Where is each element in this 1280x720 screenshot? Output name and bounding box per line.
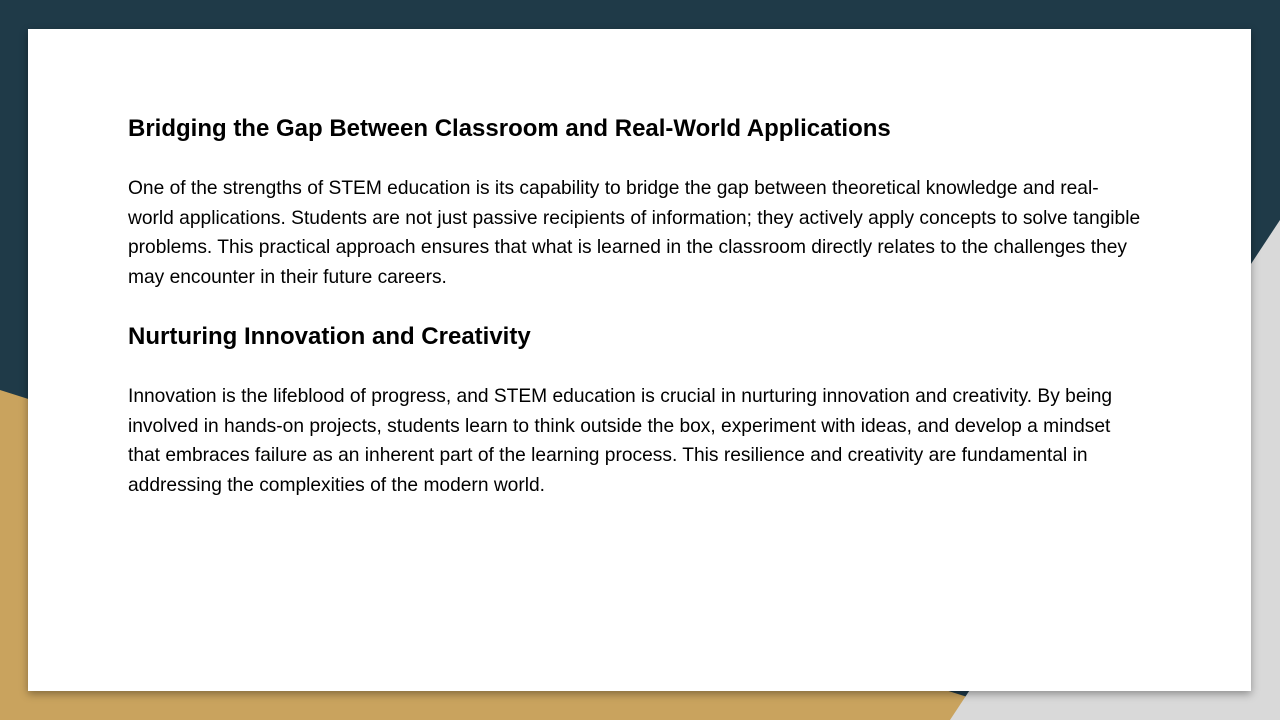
slide-content bbox=[128, 113, 1143, 500]
section-heading-bridging: Bridging the Gap Between Classroom and Real-World Applications bbox=[128, 115, 891, 142]
section-heading-innovation: Nurturing Innovation and Creativity bbox=[128, 323, 531, 350]
section-body-bridging: One of the strengths of STEM education is its capability to bridge the gap between theoretical knowledge and real-world applications. Students are not just passive recipients of information; they actively apply concepts to solve tangible problems. This practical approach ensures that what is learned in the classroom directly relates to the challenges they may encounter in their future careers. bbox=[128, 178, 1141, 288]
slide-card bbox=[28, 29, 1251, 691]
section-body-innovation: Innovation is the lifeblood of progress, and STEM education is crucial in nurturing innovation and creativity. By being involved in hands-on projects, students learn to think outside the box, experiment with ideas, and develop a mindset that embraces failure as an inherent part of the learning process. This resilience and creativity are fundamental in addressing the complexities of the modern world. bbox=[128, 386, 1113, 496]
